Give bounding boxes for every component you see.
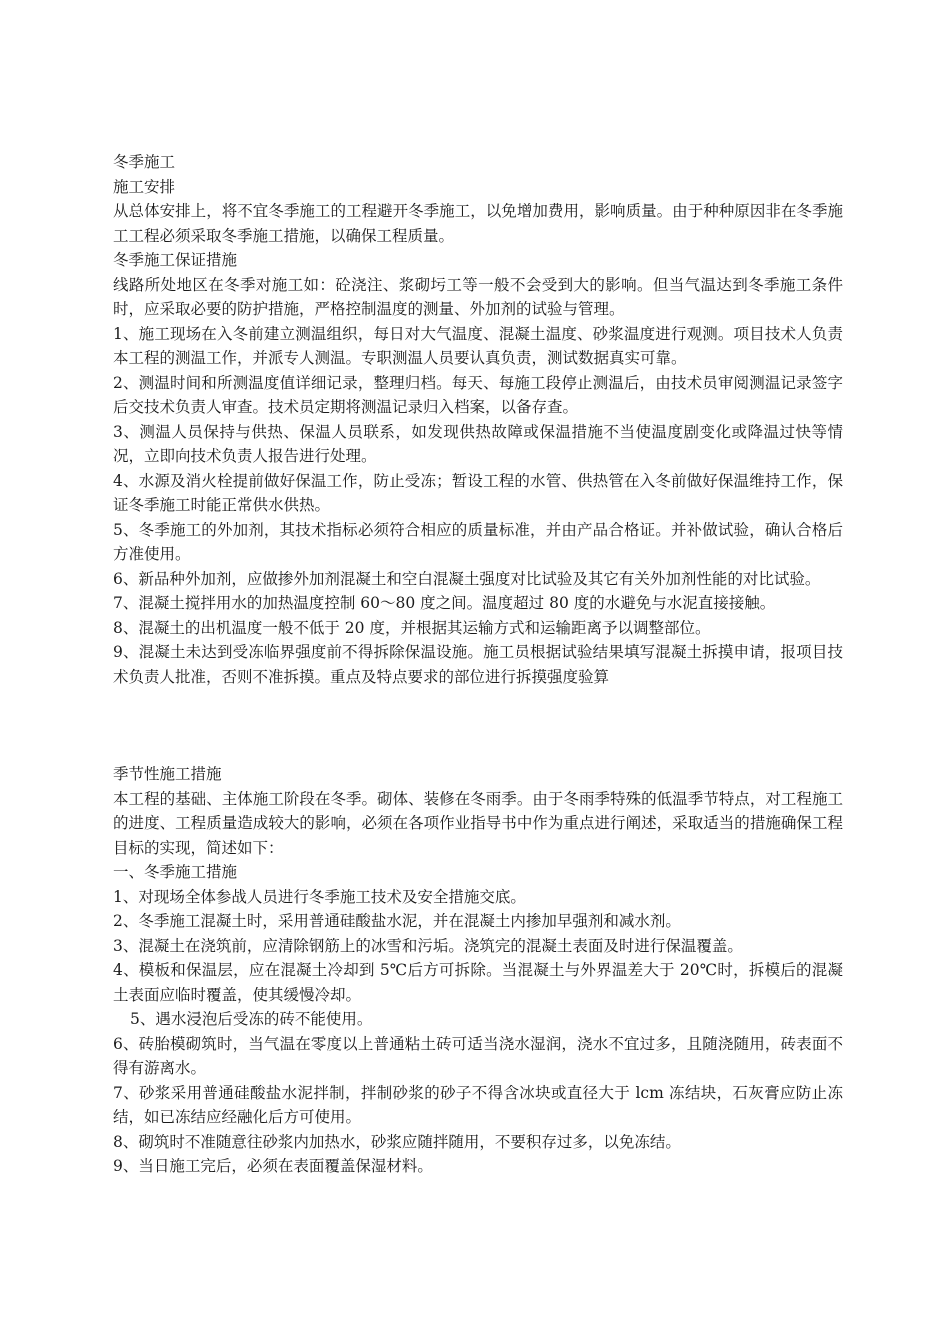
paragraph-guarantee-intro: 线路所处地区在冬季对施工如：砼浇注、浆砌圬工等一般不会受到大的影响。但当气温达到冬季施工条件时，应采取必要的防护措施，严格控制温度的测量、外加剂的试验与管理。 — [113, 275, 843, 318]
section-spacer — [113, 689, 843, 762]
list-item: 3、混凝土在浇筑前，应清除钢筋上的冰雪和污垢。浇筑完的混凝土表面及时进行保温覆盖。 — [113, 936, 743, 955]
list-item: 9、当日施工完后，必须在表面覆盖保湿材料。 — [113, 1157, 433, 1175]
document-page — [113, 150, 843, 1179]
list-item: 7、砂浆采用普通硅酸盐水泥拌制，拌制砂浆的砂子不得含冰块或直径大于 lcm 冻结块，石灰膏应防止冻结，如已冻结应经融化后方可使用。 — [113, 1083, 843, 1126]
list-item: 4、模板和保温层，应在混凝土冷却到 5℃后方可拆除。当混凝土与外界温差大于 20℃时，拆模后的混凝土表面应临时覆盖，使其缓慢冷却。 — [113, 961, 843, 1004]
list-item: 8、砌筑时不准随意往砂浆内加热水，砂浆应随拌随用，不要积存过多，以免冻结。 — [113, 1132, 681, 1151]
list-item: 3、测温人员保持与供热、保温人员联系，如发现供热故障或保温措施不当使温度剧变化或降温过快等情况，立即向技术负责人报告进行处理。 — [113, 422, 843, 465]
list-item: 5、冬季施工的外加剂，其技术指标必须符合相应的质量标准，并由产品合格证。并补做试验，确认合格后方准使用。 — [113, 520, 843, 563]
heading-construction-arrangement: 施工安排 — [113, 177, 176, 196]
heading-winter-measures: 一、冬季施工措施 — [113, 863, 238, 881]
list-item: 5、遇水浸泡后受冻的砖不能使用。 — [130, 1010, 373, 1028]
list-item: 4、水源及消火栓提前做好保温工作，防止受冻；暂设工程的水管、供热管在入冬前做好保温维持工作，保证冬季施工时能正常供水供热。 — [113, 471, 843, 514]
list-item: 2、测温时间和所测温度值详细记录，整理归档。每天、每施工段停止测温后，由技术员审阅测温记录签字后交技术负责人审查。技术员定期将测温记录归入档案，以备存查。 — [113, 373, 843, 416]
list-item: 8、混凝土的出机温度一般不低于 20 度，并根据其运输方式和运输距离予以调整部位。 — [113, 618, 711, 637]
section-title-seasonal-measures: 季节性施工措施 — [113, 765, 222, 783]
list-item: 6、新品种外加剂，应做掺外加剂混凝土和空白混凝土强度对比试验及其它有关外加剂性能的对比试验。 — [113, 569, 821, 588]
section-title-winter-construction: 冬季施工 — [113, 153, 176, 171]
paragraph-seasonal-intro: 本工程的基础、主体施工阶段在冬季。砌体、装修在冬雨季。由于冬雨季特殊的低温季节特点，对工程施工的进度、工程质量造成较大的影响，必须在各项作业指导书中作为重点进行阐述，采取适当的措施确保工程目标的实现，简述如下： — [113, 789, 843, 857]
list-item: 9、混凝土未达到受冻临界强度前不得拆除保温设施。施工员根据试验结果填写混凝土拆摸申请，报项目技术负责人批准，否则不准拆摸。重点及特点要求的部位进行拆摸强度验算 — [113, 643, 843, 686]
list-item: 1、施工现场在入冬前建立测温组织，每日对大气温度、混凝土温度、砂浆温度进行观测。项目技术人负责本工程的测温工作，并派专人测温。专职测温人员要认真负责，测试数据真实可靠。 — [113, 324, 843, 367]
list-item: 2、冬季施工混凝土时，采用普通硅酸盐水泥，并在混凝土内掺加早强剂和减水剂。 — [113, 912, 681, 930]
heading-winter-guarantee-measures: 冬季施工保证措施 — [113, 251, 238, 269]
list-item: 7、混凝土搅拌用水的加热温度控制 60～80 度之间。温度超过 80 度的水避免与水泥直接接触。 — [113, 594, 776, 612]
list-item: 1、对现场全体参战人员进行冬季施工技术及安全措施交底。 — [113, 887, 526, 906]
list-item: 6、砖胎模砌筑时，当气温在零度以上普通粘土砖可适当浇水湿润，浇水不宜过多，且随浇随用，砖表面不得有游离水。 — [113, 1034, 843, 1077]
paragraph-arrangement: 从总体安排上，将不宜冬季施工的工程避开冬季施工，以免增加费用，影响质量。由于种种原因非在冬季施工工程必须采取冬季施工措施，以确保工程质量。 — [113, 202, 843, 245]
